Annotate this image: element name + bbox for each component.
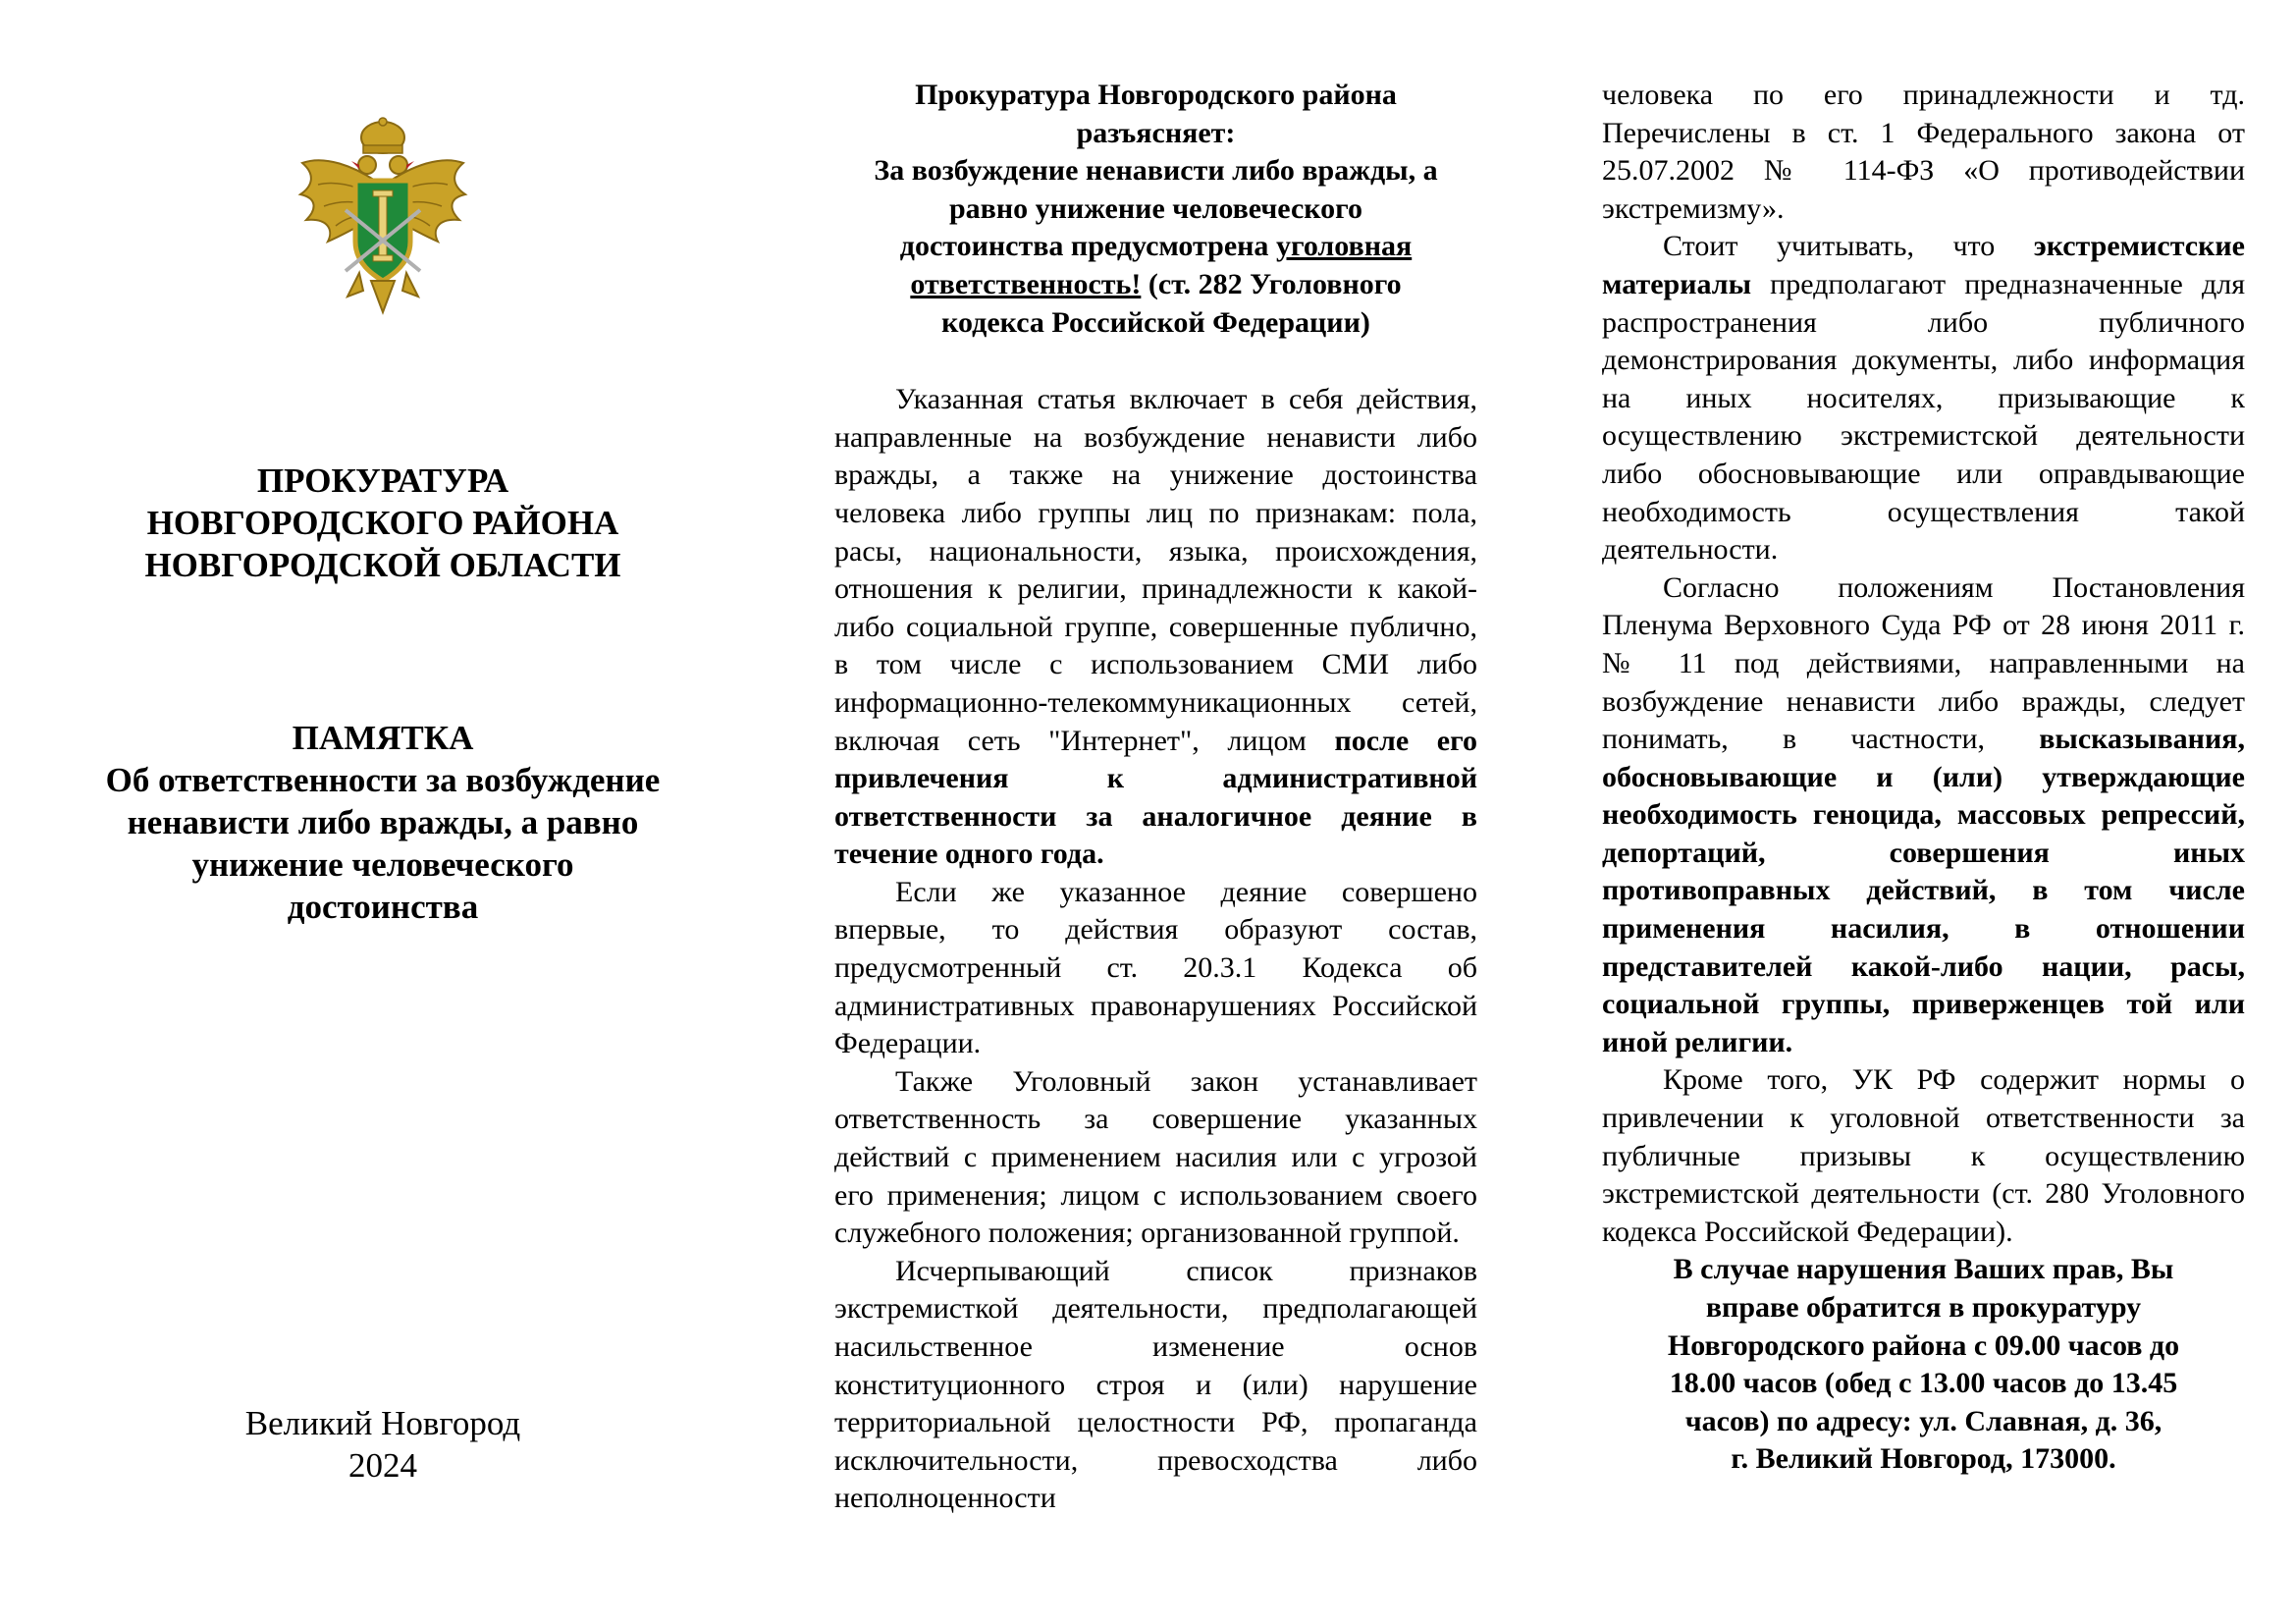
organization-title	[39, 460, 726, 586]
middle-paragraph-1-text: Указанная статья включает в себя действия, направленные на возбуждение ненависти либо вражды, а также на унижение достоинства человека либо группы лиц по признакам: пола, расы, национальности, языка, происхождения, отношения к религии, принадлежности к какой-либо социальной группе, совершенные публично, в том числе с использованием СМИ либо информационно-телекоммуникационных сетей, включая сеть "Интернет", лицом	[834, 383, 1477, 757]
contact-line-2: вправе обратится в прокуратуру	[1705, 1291, 2142, 1324]
contact-line-5: часов) по адресу: ул. Славная, д. 36,	[1684, 1404, 2163, 1437]
right-panel	[1602, 77, 2245, 1479]
org-title-line-1: ПРОКУРАТУРА	[256, 461, 509, 500]
contact-line-4: 18.00 часов (обед с 13.00 часов до 13.45	[1669, 1367, 2178, 1400]
right-paragraph-2	[1602, 569, 2245, 1062]
right-paragraph-1	[1602, 228, 2245, 568]
contact-line-3: Новгородского района с 09.00 часов до	[1667, 1328, 2180, 1362]
right-paragraph-1-a: Стоит учитывать, что	[1663, 230, 2034, 263]
extremist-materials-term: экстремистские материалы	[1602, 230, 2245, 300]
memo-subtitle-line-2: ненависти либо вражды, а равно	[127, 803, 639, 841]
right-paragraph-1-c: предполагают предназначенные для распространения либо публичного демонстрирования документы, либо информация на иных носителях, призывающие к осуществлению экстремистской деятельности либо обосновывающие или оправдывающие необходимость осуществления такой деятельности.	[1602, 267, 2245, 567]
prosecutor-emblem-icon	[294, 116, 471, 322]
org-title-line-2: НОВГОРОДСКОГО РАЙОНА	[146, 504, 619, 542]
org-title-line-3: НОВГОРОДСКОЙ ОБЛАСТИ	[144, 546, 621, 584]
crown-icon	[361, 118, 404, 153]
contact-info-block	[1602, 1251, 2245, 1479]
right-paragraph-2-a: Согласно положениям Постановления Пленума Верховного Суда РФ от 28 июня 2011 г. № 11 под действиями, направленными на возбуждение ненависти либо вражды, следует понимать, в частности,	[1602, 570, 2245, 756]
middle-header	[834, 77, 1477, 342]
publication-year: 2024	[348, 1446, 417, 1485]
criminal-word-underlined: уголовная	[1275, 230, 1413, 263]
right-paragraph-3: Кроме того, УК РФ содержит нормы о привлечении к уголовной ответственности за публичные призывы к осуществлению экстремистской деятельности (ст. 280 Уголовного кодекса Российской Федерации).	[1602, 1063, 2245, 1248]
header-line-6b: (ст. 282 Уголовного	[1141, 267, 1402, 300]
header-line-5a: достоинства предусмотрена	[899, 230, 1276, 263]
memo-subtitle-line-3: унижение человеческого	[191, 845, 574, 884]
right-paragraph-0: человека по его принадлежности и тд. Перечислены в ст. 1 Федерального закона от 25.07.2002 № 114-ФЗ «О противодействии экстремизму».	[1602, 79, 2245, 225]
header-line-3: За возбуждение ненависти либо вражды, а	[874, 154, 1438, 188]
memo-subtitle-line-1: Об ответственности за возбуждение	[105, 761, 661, 799]
middle-paragraph-2: Если же указанное деяние совершено впервые, то действия образуют состав, предусмотренный ст. 20.3.1 Кодекса об административных правонарушениях Российской Федерации.	[834, 875, 1477, 1060]
cover-panel	[0, 0, 766, 1624]
right-paragraph-2-bold: высказывания, обосновывающие и (или) утверждающие необходимость геноцида, массовых репрессий, депортаций, совершения иных противоправных действий, в том числе применения насилия, в отношении представителей какой-либо нации, расы, социальной группы, приверженцев той или иной религии.	[1602, 723, 2245, 1058]
header-line-5	[834, 228, 1477, 266]
header-line-2: разъясняет:	[1076, 116, 1236, 149]
contact-line-1: В случае нарушения Ваших прав, Вы	[1673, 1253, 2174, 1286]
city-year-block	[39, 1402, 726, 1487]
middle-panel	[834, 77, 1477, 1518]
header-line-7: кодекса Российской Федерации)	[941, 305, 1370, 339]
header-line-1: Прокуратура Новгородского района	[915, 79, 1397, 111]
memo-subtitle-line-4: достоинства	[287, 888, 479, 926]
city-name: Великий Новгород	[244, 1404, 521, 1442]
contact-line-6: г. Великий Новгород, 173000.	[1731, 1442, 2116, 1476]
middle-paragraph-3: Также Уголовный закон устанавливает ответственность за совершение указанных действий с применением насилия или с угрозой его применения; лицом с использованием своего служебного положения; организованной группой.	[834, 1064, 1477, 1250]
memo-title-block	[39, 717, 726, 928]
header-line-4: равно унижение человеческого	[948, 191, 1363, 225]
memo-title: ПАМЯТКА	[292, 719, 474, 757]
middle-paragraph-1-bold: после его привлечения к административной ответственности за аналогичное деяние в течение одного года.	[834, 724, 1477, 871]
header-line-6	[834, 266, 1477, 304]
middle-paragraph-1	[834, 381, 1477, 874]
liability-word-underlined: ответственность!	[910, 267, 1142, 300]
middle-paragraph-4: Исчерпывающий список признаков экстремисткой деятельности, предполагающей насильственное изменение основ конституционного строя и (или) нарушение территориальной целостности РФ, пропаганда исключительности, превосходства либо неполноценности	[834, 1254, 1477, 1515]
